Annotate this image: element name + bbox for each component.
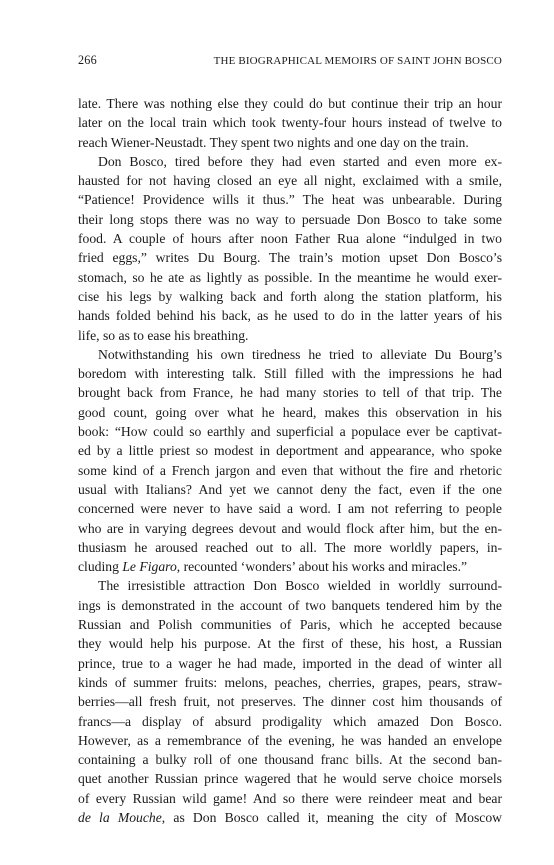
text-line: “Patience! Providence wills it thus.” The heat was unbearable. During (78, 192, 502, 208)
text-line: some kind of a French jargon and even that without the fire and rhetoric (78, 462, 502, 478)
text-line: ed by a little priest so modest in deportment and appearance, who spoke (78, 443, 502, 459)
text-line: Russian and Polish communities of Paris, which he accepted because (78, 617, 502, 633)
text-line: stomach, so he ate as lightly as possible. In the meantime he would exer- (78, 269, 502, 285)
text-line: The irresistible attraction Don Bosco wielded in worldly surround- (98, 578, 502, 594)
text-line (78, 808, 502, 827)
paragraph-3 (78, 345, 502, 577)
text-line: their long stops there was no way to persuade Don Bosco to take some (78, 211, 502, 227)
text-run: , as Don Bosco called it, meaning the city of Moscow (161, 809, 502, 825)
text-line: food. A couple of hours after noon Father Rua alone “indulged in two (78, 231, 502, 247)
page-header (78, 52, 502, 68)
book-page (78, 52, 502, 827)
text-line: Don Bosco, tired before they had even started and even more ex- (98, 153, 502, 169)
paragraph-1 (78, 94, 502, 152)
text-line: usual with Italians? And yet we cannot deny the fact, even if the one (78, 481, 502, 497)
text-line: francs—a display of absurd prodigality which amazed Don Bosco. (78, 713, 502, 729)
text-line: late. There was nothing else they could do but continue their trip an hour (78, 96, 502, 111)
text-line: boredom with interesting talk. Still filled with the impressions he had (78, 366, 502, 382)
text-line: containing a bulky roll of one thousand franc bills. At the second ban- (78, 752, 502, 768)
text-line: good count, going over what he heard, makes this observation in his (78, 404, 502, 420)
paragraph-4 (78, 576, 502, 827)
text-line: who are in varying degrees devout and would flock after him, but the en- (78, 520, 502, 536)
text-run: , recounted ‘wonders’ about his works and miracles.” (176, 559, 468, 575)
text-line: later on the local train which took twenty-four hours instead of twelve to (78, 115, 502, 131)
body-text (78, 94, 502, 827)
text-line: of every Russian wild game! And so there were reindeer meat and bear (78, 790, 502, 806)
page-number: 266 (78, 53, 97, 67)
text-line: life, so as to ease his breathing. (78, 327, 249, 343)
running-title: THE BIOGRAPHICAL MEMOIRS OF SAINT JOHN BOSCO (213, 55, 502, 67)
text-line (78, 557, 502, 576)
text-line: they would help his purpose. At the first of these, his host, a Russian (78, 636, 502, 652)
italic-title: Le Figaro (122, 559, 177, 575)
text-line: hausted for not having closed an eye all night, exclaimed with a smile, (78, 173, 502, 189)
text-line: prince, true to a wager he had made, imported in the dead of winter all (78, 655, 502, 671)
paragraph-2 (78, 152, 502, 345)
text-line: concerned were never to have said a word. I am not referring to people (78, 501, 502, 517)
text-line: fried eggs,” writes Du Bourg. The train’s motion upset Don Bosco’s (78, 250, 502, 266)
text-line: kinds of summer fruits: melons, peaches, cherries, grapes, pears, straw- (78, 674, 502, 690)
text-line: cise his legs by walking back and forth along the station platform, his (78, 288, 502, 304)
text-line: ings is demonstrated in the account of two banquets tendered him by the (78, 597, 502, 613)
text-line: hands folded behind his back, as he used to do in the latter years of his (78, 308, 502, 324)
text-line: berries—all fresh fruit, not preserves. The dinner cost him thousands of (78, 694, 502, 710)
text-line: reach Wiener-Neustadt. They spent two nights and one day on the train. (78, 134, 469, 150)
text-line: book: “How could so earthly and superficial a populace ever be captivat- (78, 424, 502, 440)
text-line: Notwithstanding his own tiredness he tried to alleviate Du Bourg’s (98, 346, 502, 362)
text-line: quet another Russian prince wagered that he would serve choice morsels (78, 771, 502, 787)
text-line: However, as a remembrance of the evening, he was handed an envelope (78, 732, 502, 748)
text-line: thusiasm he aroused reached out to all. The more worldly papers, in- (78, 539, 502, 555)
italic-phrase: de la Mouche (78, 809, 162, 825)
text-run: cluding (78, 559, 123, 575)
text-line: brought back from France, he had many stories to tell of that trip. The (78, 385, 502, 401)
